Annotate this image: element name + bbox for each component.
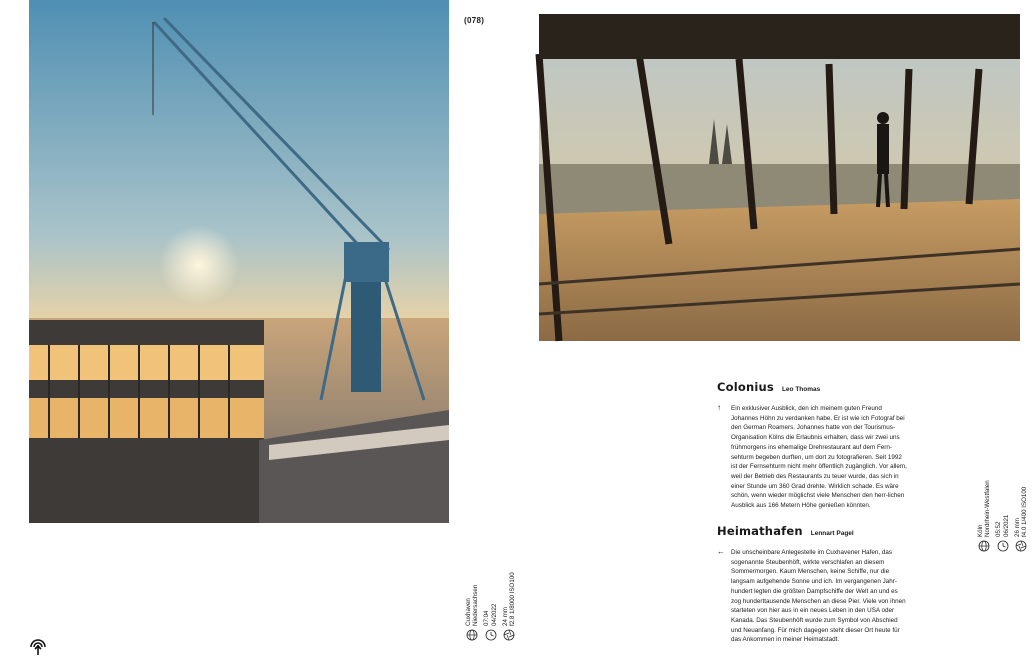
article-text: Ein exklusiver Ausblick, den ich meinem guten Freund Johannes Höhn zu verdanken habe. Er ist wie ich Fotograf bei den German Roamers. Johannes hatte von der Tourismus-Organisation Kölns die Erlaubnis erhalten, dass wir zwei uns frühmorgens ins ehemalige Drehrestaurant auf dem Fern-sehturm begeben durften, um dort zu fotografieren. Seit 1992 ist der Fernsehturm nicht mehr öffentlich zugänglich. Vor allem, weil der Betrieb des Restaurants zu teuer wurde, das sich in einer Stunde um 360 Grad drehte. Wirklich schade. Es wäre schön, wenn wieder möglichst viele Menschen den herr-lichen Ausblick aus 166 Metern Höhe genießen könnten. bbox=[731, 405, 907, 510]
meta-camera: 26 mm f4.0 1/400 ISO100 bbox=[1014, 480, 1028, 552]
aperture-icon bbox=[1015, 540, 1027, 552]
article-title: Colonius bbox=[717, 380, 774, 394]
meta-datetime: 07:04 04/2022 bbox=[483, 572, 497, 641]
arrow-up-icon: ↑ bbox=[717, 403, 721, 412]
aperture-icon bbox=[503, 629, 515, 641]
logo-icon bbox=[29, 638, 47, 656]
clock-icon bbox=[485, 629, 497, 641]
article-author: Leo Thomas bbox=[781, 386, 821, 393]
article-colonius bbox=[717, 378, 907, 511]
meta-location: Köln Nordrhein-Westfalen bbox=[977, 480, 991, 552]
arrow-left-icon: ← bbox=[717, 547, 725, 556]
article-body bbox=[717, 404, 907, 511]
meta-location: Cuxhaven Niedersachsen bbox=[465, 572, 479, 641]
article-heimathafen bbox=[717, 522, 907, 645]
photo-meta-left bbox=[465, 572, 520, 641]
article-body bbox=[717, 548, 907, 645]
globe-icon bbox=[978, 540, 990, 552]
meta-camera: 24 mm f2.8 1/8000 ISO100 bbox=[502, 572, 516, 641]
meta-datetime: 05:52 06/2021 bbox=[995, 480, 1009, 552]
clock-icon bbox=[997, 540, 1009, 552]
article-author: Lennart Pagel bbox=[810, 530, 854, 537]
photo-tv-tower-interior bbox=[539, 14, 1020, 341]
photo-meta-right bbox=[977, 480, 1032, 552]
article-text: Die unscheinbare Anlegestelle im Cuxhavener Hafen, das sogenannte Steubenhöft, wirkte verschlafen an diesem Sommermorgen. Kaum Menschen, keine Schiffe, nur die langsam aufgehende Sonne und ich. Im vergangenen Jahr-hundert legten die größten Dampfschiffe der Welt an und es zog hunderttausende Menschen an diese Pier. Viele von ihnen starteten von hier aus in ein neues Leben in den USA oder Kanada. Das Steubenhöft wurde zum Symbol von Abschied und Neuanfang. Für mich dagegen steht dieser Ort heute für das Ankommen in meiner Heimatstadt. bbox=[731, 549, 906, 644]
photo-crane-harbor bbox=[29, 0, 449, 523]
page-number: (078) bbox=[464, 16, 485, 25]
article-title: Heimathafen bbox=[717, 524, 803, 538]
globe-icon bbox=[466, 629, 478, 641]
